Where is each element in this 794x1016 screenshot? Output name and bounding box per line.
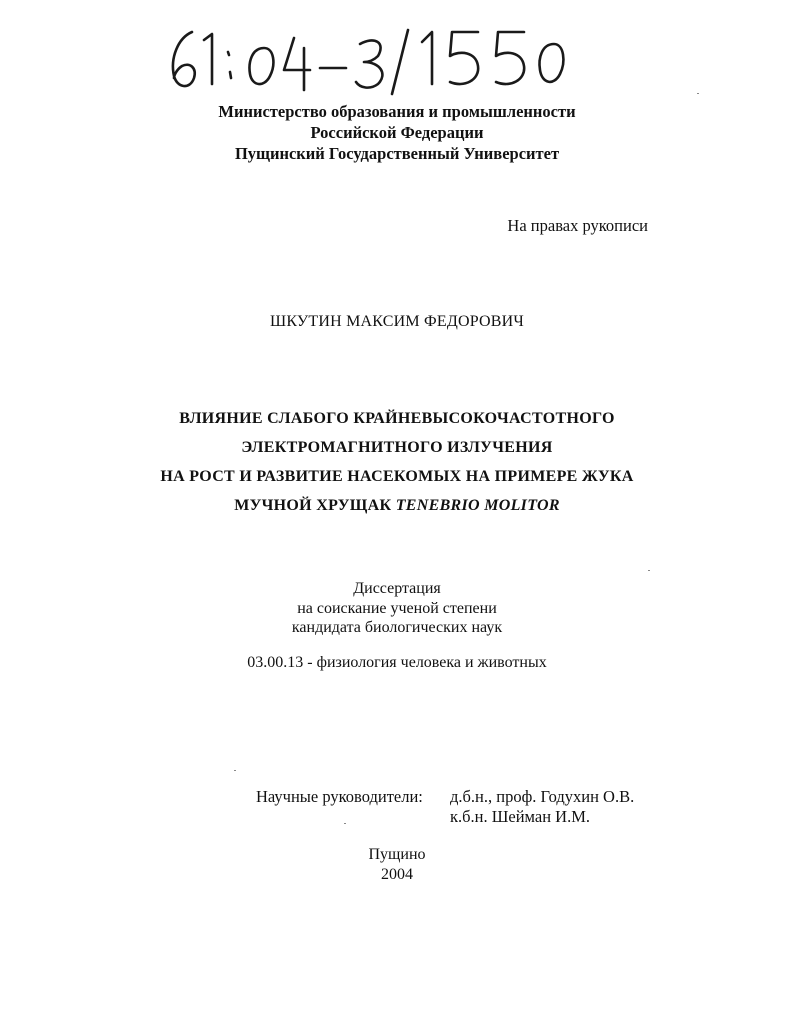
title-line-3: НА РОСТ И РАЗВИТИЕ НАСЕКОМЫХ НА ПРИМЕРЕ ЖУКА (160, 468, 634, 485)
ministry-line-3: Пущинский Государственный Университет (234, 144, 560, 163)
title-line-1: ВЛИЯНИЕ СЛАБОГО КРАЙНЕВЫСОКОЧАСТОТНОГО (179, 410, 615, 427)
specialty-code: 03.00.13 - физиология человека и животных (247, 654, 547, 671)
supervisor-1: д.б.н., проф. Годухин О.В. (450, 787, 635, 806)
scan-speck (344, 823, 346, 824)
dissertation-degree-info (0, 579, 794, 638)
manuscript-rights-note: На правах рукописи (507, 216, 648, 235)
ministry-header (0, 101, 794, 164)
ministry-line-2: Российской Федерации (310, 123, 484, 142)
supervisor-2: к.б.н. Шейман И.М. (450, 807, 590, 826)
author-name: ШКУТИН МАКСИМ ФЕДОРОВИЧ (270, 313, 524, 330)
scan-speck (648, 570, 650, 571)
title-line-4-prefix: МУЧНОЙ ХРУЩАК (234, 497, 396, 514)
dissertation-title (0, 404, 794, 520)
scan-speck (697, 93, 699, 94)
title-species-name: TENEBRIO MOLITOR (395, 497, 560, 514)
title-line-2: ЭЛЕКТРОМАГНИТНОГО ИЗЛУЧЕНИЯ (241, 439, 553, 456)
city: Пущино (368, 846, 426, 863)
dissertation-line-2: на соискание ученой степени (297, 599, 497, 617)
dissertation-line-1: Диссертация (353, 580, 441, 597)
city-year-block (0, 845, 794, 885)
handwritten-catalog-number (160, 18, 580, 98)
dissertation-line-3: кандидата биологических наук (291, 619, 503, 636)
handwritten-number-drawing (160, 18, 580, 98)
supervisors-names (450, 787, 634, 827)
supervisors-label: Научные руководители: (256, 787, 423, 806)
title-line-4 (0, 491, 794, 520)
year: 2004 (381, 866, 413, 883)
ministry-line-1: Министерство образования и промышленности (218, 102, 576, 121)
scan-speck (234, 770, 236, 771)
